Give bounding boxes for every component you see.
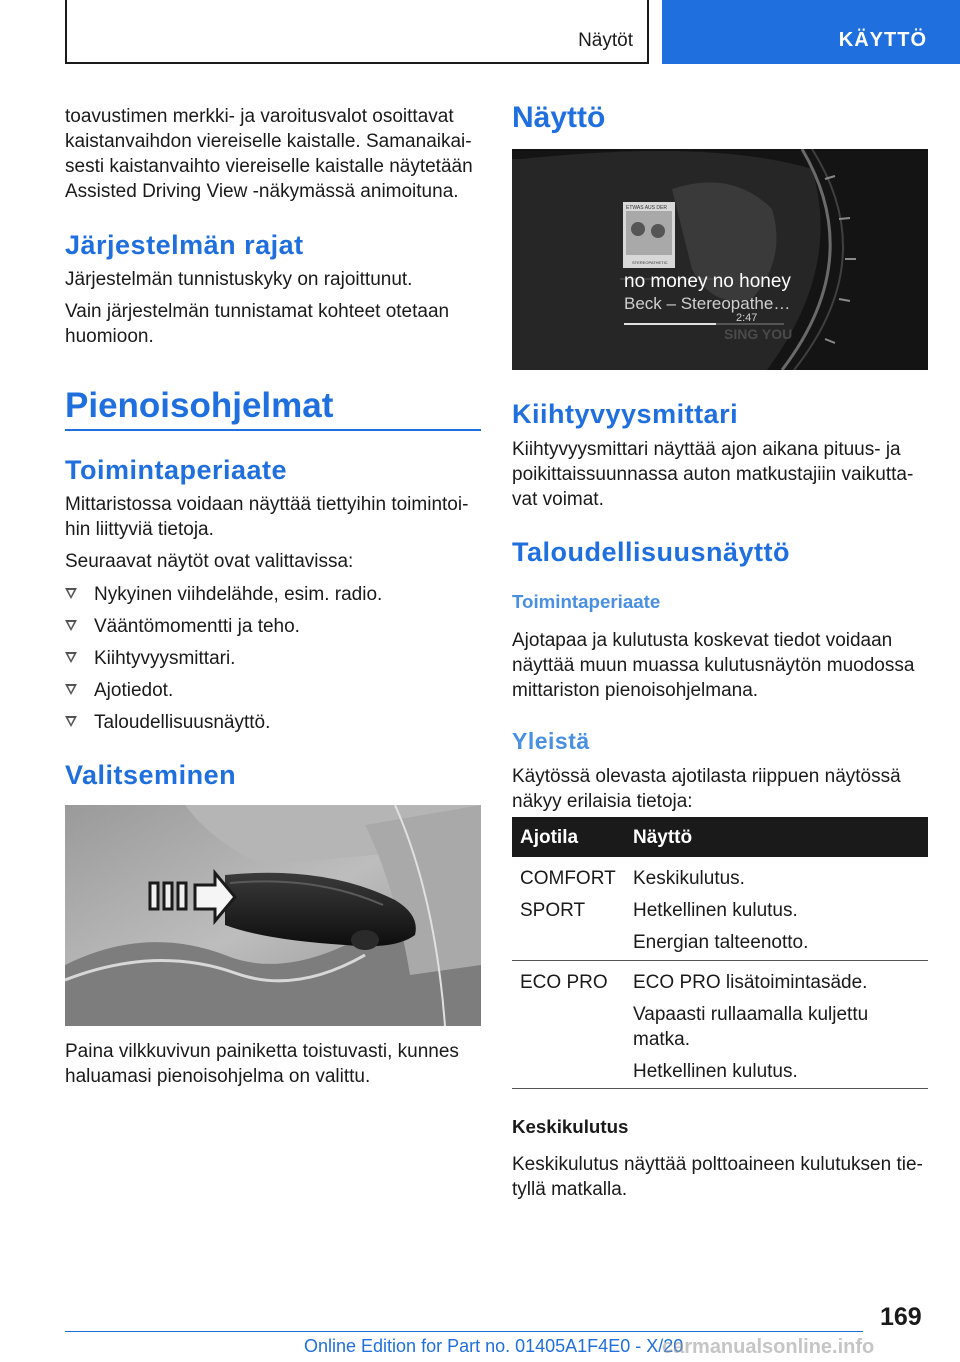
- principle-heading: Toimintaperiaate: [65, 455, 288, 485]
- table-header-display: Näyttö: [633, 827, 693, 848]
- widgets-heading-rule: [65, 429, 481, 431]
- accel-text-3: vat voimat.: [512, 489, 604, 510]
- intro-line-1: toavustimen merkki- ja varoitusvalot osoittavat: [65, 106, 454, 127]
- select-text-1: Paina vilkkuvivun painiketta toistuvasti, kunnes: [65, 1041, 459, 1062]
- instrument-display-image: [512, 149, 928, 370]
- table-cell-value: Energian talteenotto.: [633, 932, 809, 953]
- accel-text-2: poikittaissuunnassa auton matkustajiin vaikutta-: [512, 464, 914, 485]
- principle-text-1a: Mittaristossa voidaan näyttää tiettyihin toimintoi-: [65, 494, 469, 515]
- avg-text-1: Keskikulutus näyttää polttoaineen kulutuksen tie-: [512, 1154, 923, 1175]
- table-cell-mode: SPORT: [520, 900, 586, 921]
- cover-caption-top: ETWAS AUS DER: [626, 205, 667, 211]
- triangle-bullet-icon: [65, 716, 77, 727]
- accel-heading: Kiihtyvyysmittari: [512, 399, 739, 429]
- table-cell-mode: ECO PRO: [520, 972, 608, 993]
- triangle-bullet-icon: [65, 588, 77, 599]
- general-text-1: Käytössä olevasta ajotilasta riippuen näytössä: [512, 766, 901, 787]
- table-cell-value: Keskikulutus.: [633, 868, 745, 889]
- eco-principle-heading: Toimintaperiaate: [512, 591, 661, 612]
- intro-line-3: sesti kaistanvaihto viereiselle kaistalle näytetään: [65, 156, 473, 177]
- limits-heading: Järjestelmän rajat: [65, 230, 304, 260]
- select-heading: Valitseminen: [65, 760, 237, 790]
- playback-progress: [624, 323, 716, 325]
- eco-principle-text-2: näyttää muun muassa kulutusnäytön muodossa: [512, 655, 915, 676]
- avg-text-2: tyllä matkalla.: [512, 1179, 628, 1200]
- display-heading: Näyttö: [512, 101, 606, 134]
- table-cell-value: Vapaasti rullaamalla kuljettu: [633, 1004, 869, 1025]
- table-cell-value: matka.: [633, 1029, 691, 1050]
- footer-rule: [65, 1331, 863, 1332]
- table-header-mode: Ajotila: [520, 827, 579, 848]
- triangle-bullet-icon: [65, 684, 77, 695]
- principle-text-1b: hin liittyviä tietoja.: [65, 519, 214, 540]
- modes-table-header: [512, 817, 928, 857]
- header-section-box: [65, 0, 649, 64]
- widgets-heading: Pienoisohjelmat: [65, 386, 334, 425]
- limits-text-2a: Vain järjestelmän tunnistamat kohteet otetaan: [65, 301, 450, 322]
- cover-caption-bottom: STEREOPATHETIC: [632, 260, 668, 265]
- table-cell-value: ECO PRO lisätoimintasäde.: [633, 972, 868, 993]
- page-number: 169: [880, 1303, 922, 1331]
- stalk-illustration: [65, 805, 481, 1026]
- table-cell-value: Hetkellinen kulutus.: [633, 900, 798, 921]
- triangle-bullet-icon: [65, 620, 77, 631]
- limits-text-2b: huomioon.: [65, 326, 154, 347]
- eco-principle-text-3: mittariston pienoisohjelmana.: [512, 680, 759, 701]
- principle-text-2: Seuraavat näytöt ovat valittavissa:: [65, 551, 354, 572]
- table-cell-value: Hetkellinen kulutus.: [633, 1061, 798, 1082]
- select-text-2: haluamasi pienoisohjelma on valittu.: [65, 1066, 371, 1087]
- table-row-divider: [512, 960, 928, 961]
- general-heading: Yleistä: [512, 728, 590, 754]
- accel-text-1: Kiihtyvyysmittari näyttää ajon aikana pituus- ja: [512, 439, 901, 460]
- song-time: 2:47: [736, 312, 758, 324]
- limits-text-1: Järjestelmän tunnistuskyky on rajoittunut.: [65, 269, 413, 290]
- table-cell-mode: COMFORT: [520, 868, 616, 889]
- header-chapter-tab: [662, 0, 960, 64]
- general-text-2: näkyy erilaisia tietoja:: [512, 791, 693, 812]
- press-lines-icon: [150, 883, 186, 909]
- bg-text: SING YOU: [724, 326, 793, 342]
- song-artist: Beck – Stereopathe…: [624, 294, 791, 313]
- song-title: no money no honey: [624, 271, 791, 292]
- footer-edition: Online Edition for Part no. 01405A1F4E0 - X/20: [304, 1336, 684, 1356]
- avg-heading: Keskikulutus: [512, 1116, 629, 1137]
- display-illustration: [512, 149, 928, 370]
- header-chapter-title: KÄYTTÖ: [838, 29, 927, 51]
- triangle-bullet-icon: [65, 652, 77, 663]
- watermark-logo: carmanualsonline.info: [662, 1336, 875, 1358]
- eco-principle-text-1: Ajotapaa ja kulutusta koskevat tiedot voidaan: [512, 630, 893, 651]
- intro-line-4: Assisted Driving View -näkymässä animoituna.: [65, 181, 459, 202]
- eco-heading: Taloudellisuusnäyttö: [512, 537, 791, 567]
- header-section-title: Näytöt: [578, 30, 633, 51]
- intro-line-2: kaistanvaihdon viereiselle kaistalle. Samanaikai-: [65, 131, 472, 152]
- table-bottom-border: [512, 1088, 928, 1089]
- turn-signal-stalk-image: [65, 805, 481, 1026]
